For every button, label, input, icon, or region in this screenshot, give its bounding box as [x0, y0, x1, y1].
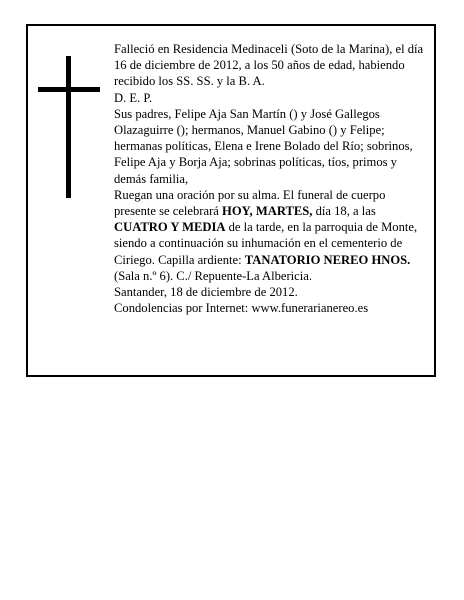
cross-horizontal-bar	[38, 87, 100, 92]
funeral-text-4: (Sala n.º 6). C./ Repuente-La Albericia.	[114, 268, 312, 283]
condolences-line: Condolencias por Internet: www.funerarianereo.es	[114, 301, 369, 316]
obituary-text	[114, 41, 426, 316]
obituary-notice	[26, 24, 436, 377]
funeral-text-1: Ruegan una oración por su alma. El funeral de cuerpo presente se celebrará	[114, 187, 386, 219]
funeral-day: HOY, MARTES,	[222, 204, 313, 219]
latin-cross-icon	[38, 56, 100, 198]
family-list: Sus padres, Felipe Aja San Martín () y José Gallegos Olazaguirre (); hermanos, Manuel Gabino () y Felipe; hermanas políticas, Elena e Irene Bolado del Río; sobrinos, Felipe Aja y Borja Aja; sobrinas políticas, tíos, primos y demás familia,	[114, 106, 413, 186]
funeral-text-3: de la tarde, en la parroquia de Monte, siendo a continuación su inhumación en el cementerio de Ciriego. Capilla ardiente:	[114, 220, 418, 267]
place-date: Santander, 18 de diciembre de 2012.	[114, 285, 298, 300]
funeral-time: CUATRO Y MEDIA	[114, 220, 226, 235]
cross-vertical-bar	[66, 56, 71, 198]
death-announcement: Falleció en Residencia Medinaceli (Soto de la Marina), el día 16 de diciembre de 2012, a los 50 años de edad, habiendo recibido los SS. SS. y la B. A.	[114, 42, 424, 89]
rest-in-peace: D. E. P.	[114, 90, 153, 105]
funeral-venue: TANATORIO NEREO HNOS.	[244, 252, 411, 267]
funeral-text-2: día 18, a las	[312, 204, 376, 219]
funeral-details	[114, 187, 426, 284]
